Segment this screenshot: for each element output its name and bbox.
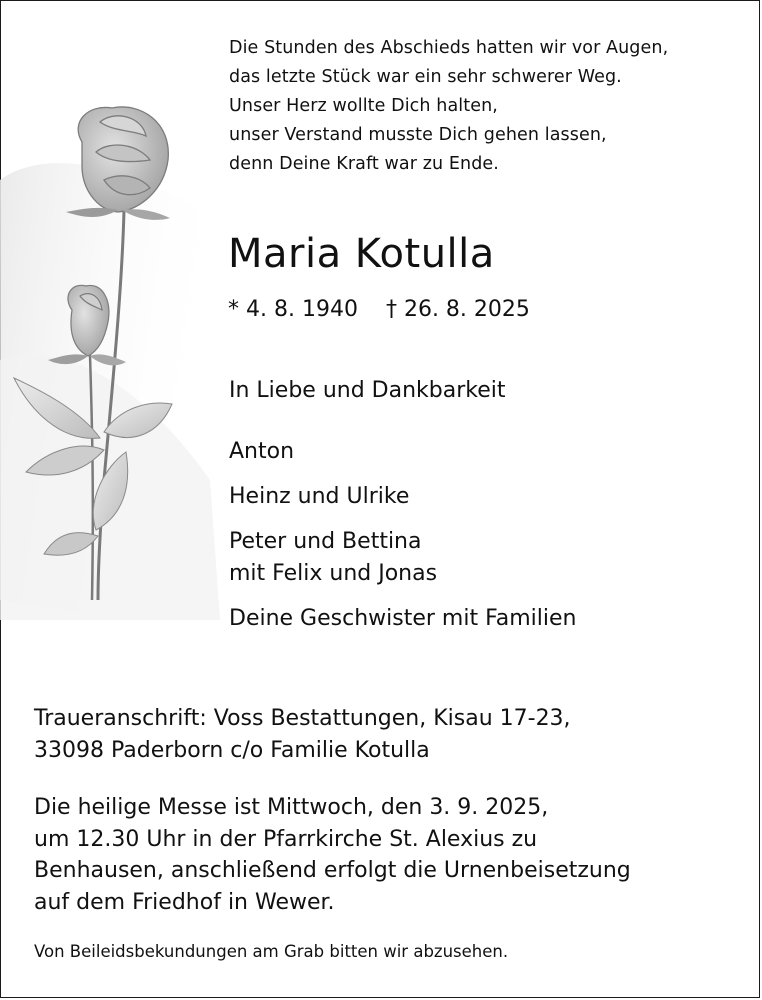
mourner-name: Heinz und Ulrike	[229, 484, 410, 509]
mourner-group	[229, 436, 576, 468]
poem-line: denn Deine Kraft war zu Ende.	[229, 154, 499, 174]
birth-date: * 4. 8. 1940	[228, 297, 358, 322]
rose-illustration-icon	[0, 60, 240, 640]
death-date: † 26. 8. 2025	[385, 297, 530, 322]
mourner-group	[229, 526, 576, 590]
mass-line: um 12.30 Uhr in der Pfarrkirche St. Alexius zu	[34, 826, 538, 852]
life-dates	[228, 294, 530, 326]
mourning-address	[34, 703, 734, 767]
poem	[229, 34, 749, 179]
poem-line: das letzte Stück war ein sehr schwerer Weg.	[229, 67, 622, 87]
deceased-name: Maria Kotulla	[228, 231, 495, 277]
mourner-name: Deine Geschwister mit Familien	[229, 606, 577, 631]
poem-line: Unser Herz wollte Dich halten,	[229, 96, 498, 116]
poem-line: Die Stunden des Abschieds hatten wir vor Augen,	[229, 38, 669, 58]
mourner-name: mit Felix und Jonas	[229, 561, 438, 586]
mourner-name: Peter und Bettina	[229, 529, 422, 554]
mass-line: Die heilige Messe ist Mittwoch, den 3. 9. 2025,	[34, 795, 549, 820]
mourner-group	[229, 603, 576, 635]
mourners-list	[229, 436, 576, 648]
condolence-note: Von Beileidsbekundungen am Grab bitten wir abzusehen.	[34, 942, 509, 961]
mourner-group	[229, 481, 576, 513]
mass-line: Benhausen, anschließend erfolgt die Urnenbeisetzung	[34, 858, 631, 883]
mass-line: auf dem Friedhof in Wewer.	[34, 889, 335, 915]
mourner-name: Anton	[229, 439, 295, 464]
address-line: 33098 Paderborn c/o Familie Kotulla	[34, 738, 430, 763]
dedication-line: In Liebe und Dankbarkeit	[229, 378, 506, 403]
poem-line: unser Verstand musste Dich gehen lassen,	[229, 125, 607, 145]
funeral-mass-info	[34, 792, 749, 918]
address-line: Traueranschrift: Voss Bestattungen, Kisau 17-23,	[34, 706, 571, 731]
